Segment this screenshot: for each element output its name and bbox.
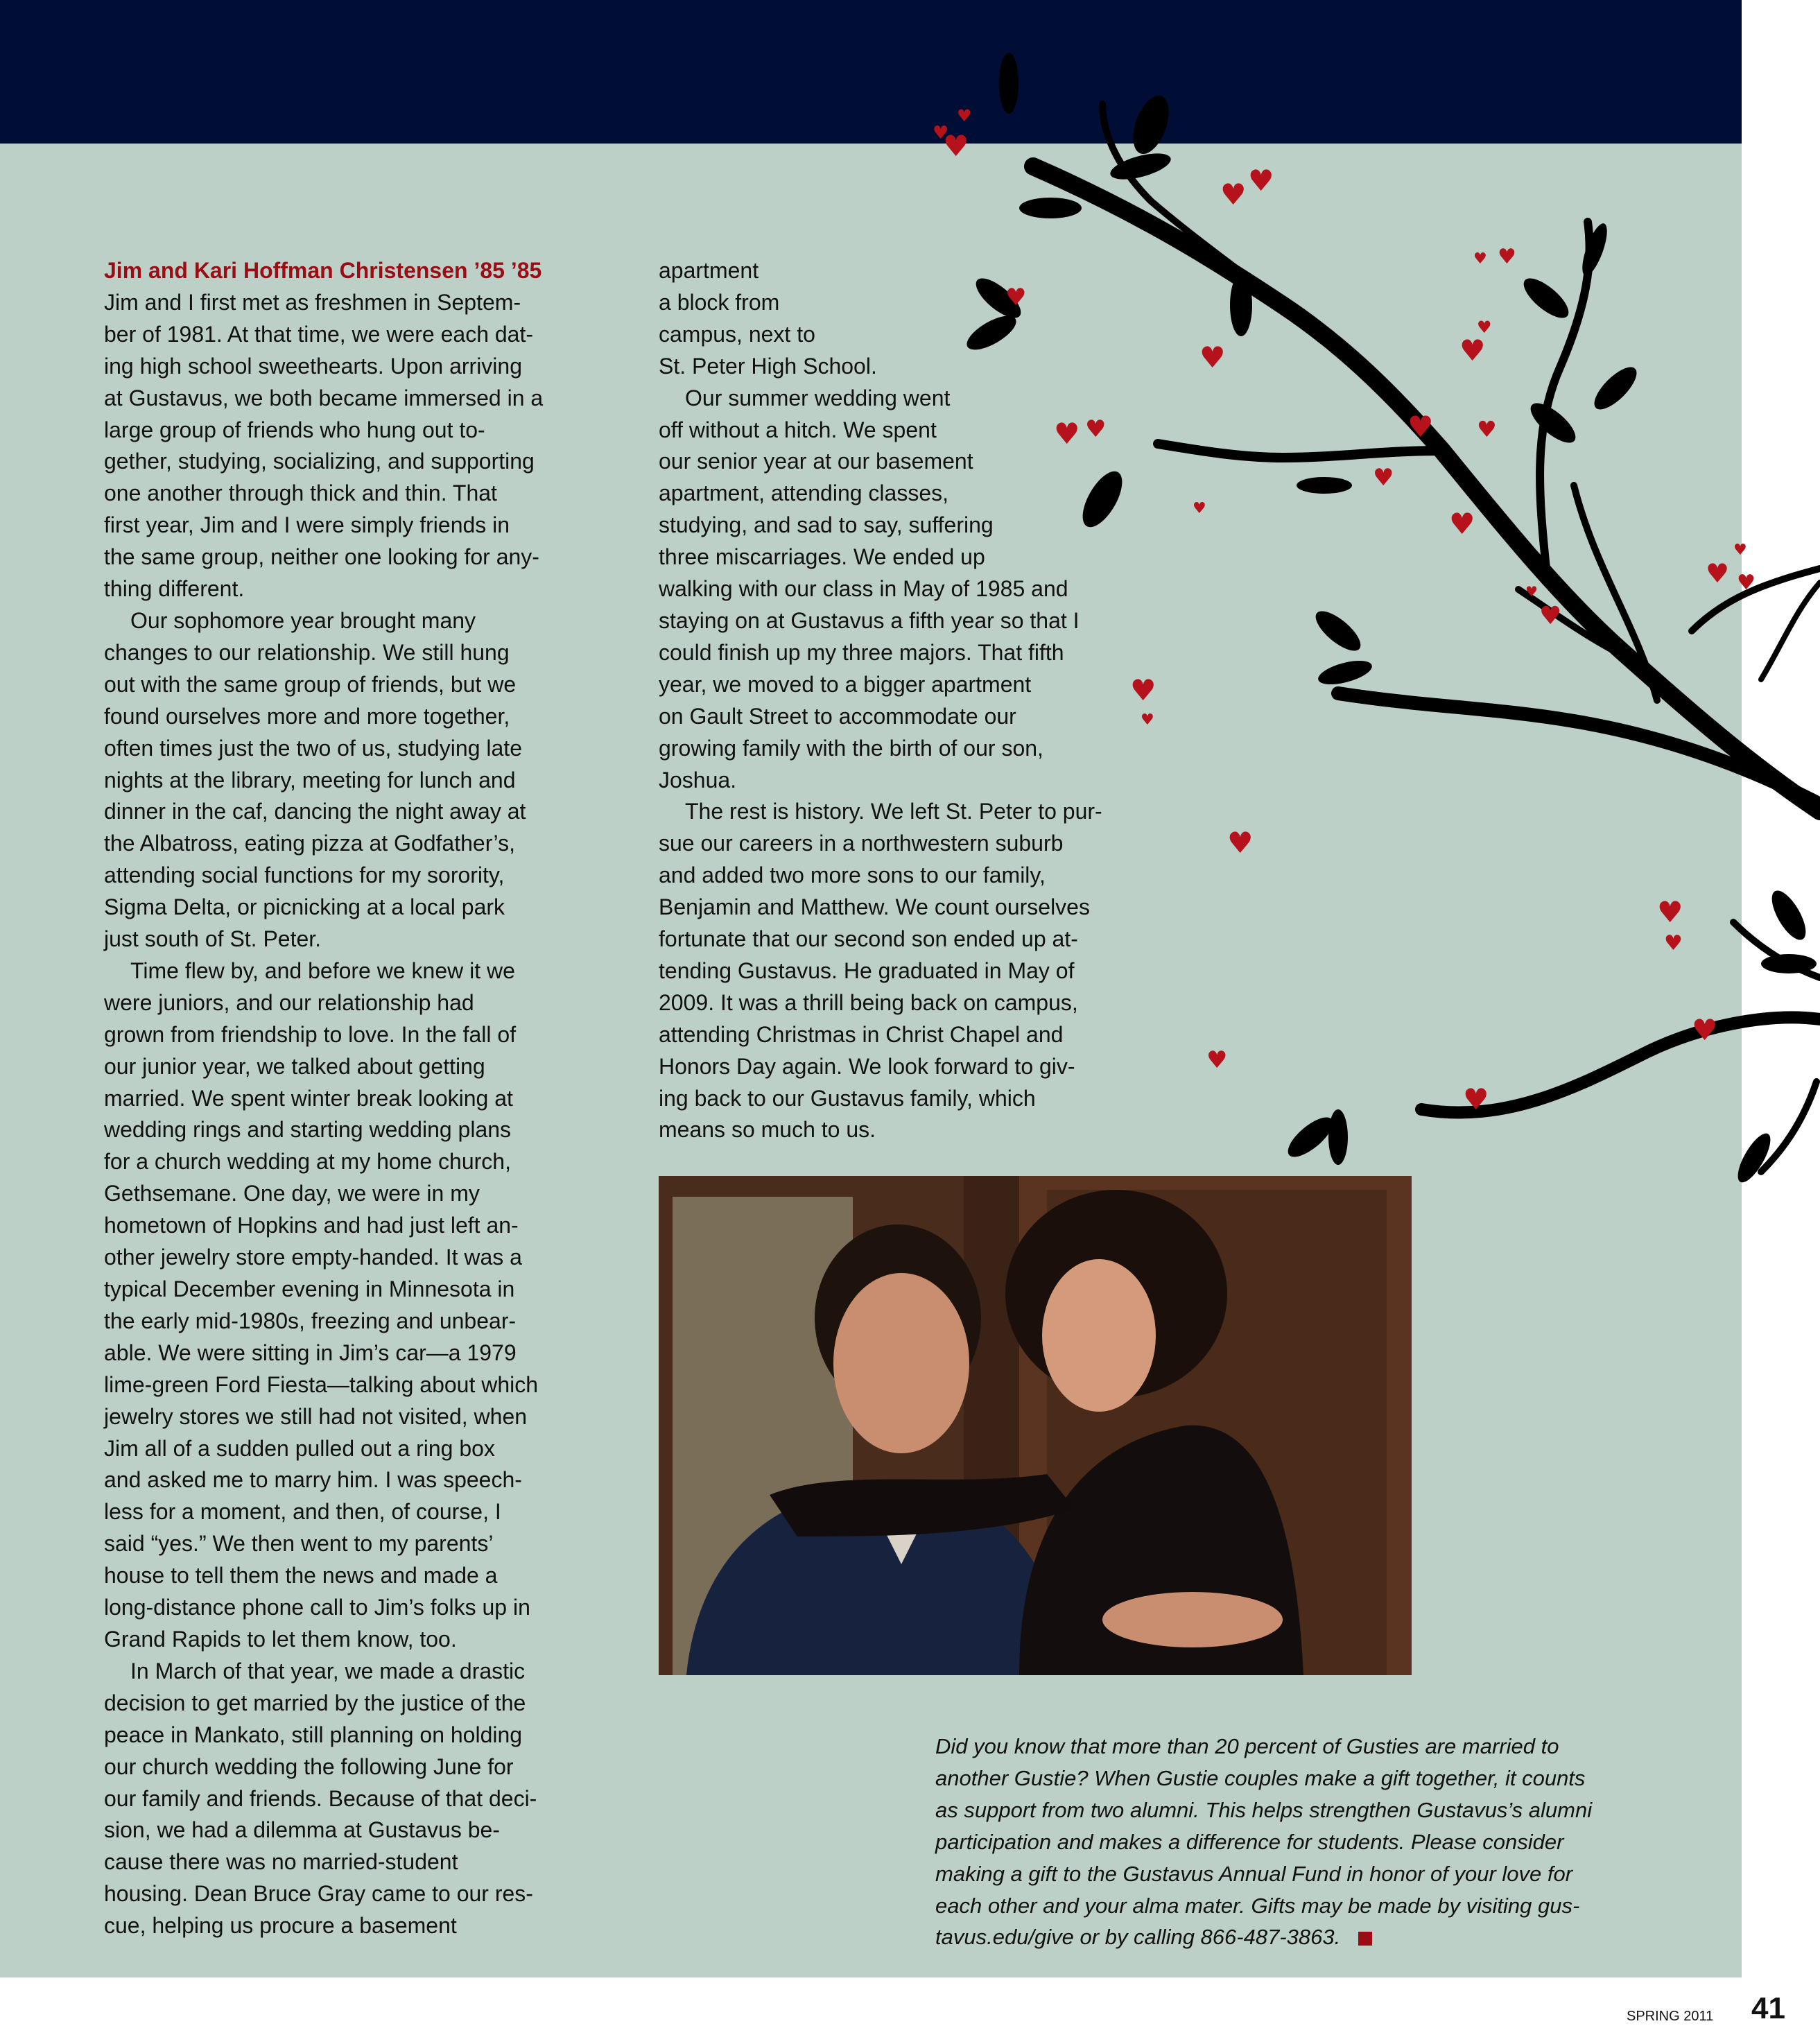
text-line: attending Christmas in Christ Chapel and [659,1021,1064,1047]
text-line: jewelry stores we still had not visited, when [104,1403,528,1429]
page-number: 41 [1751,1991,1785,2025]
text-line: our family and friends. Because of that deci- [104,1785,537,1811]
text-line: tending Gustavus. He graduated in May of [659,958,1075,983]
text-line: grown from friendship to love. In the fall of [104,1021,517,1047]
text-line: married. We spent winter break looking at [104,1085,513,1111]
end-of-article-square-icon [1358,1932,1372,1946]
svg-text:♥: ♥ [933,123,949,144]
text-line: The rest is history. We left St. Peter to pur- [685,799,1102,824]
text-line: another Gustie? When Gustie couples make a gift together, it counts [935,1765,1586,1790]
svg-text:♥: ♥ [1220,178,1247,211]
text-line: on Gault Street to accommodate our [659,703,1016,729]
text-line: year, we moved to a bigger apartment [659,671,1032,697]
text-line: off without a hitch. We spent [659,417,937,442]
text-line: means so much to us. [659,1117,876,1143]
text-line: as support from two alumni. This helps strengthen Gustavus’s alumni [935,1797,1593,1822]
text-line: Our sophomore year brought many [130,607,476,633]
text-line: campus, next to [659,321,815,347]
text-line: Our summer wedding went [685,385,951,410]
footer-issue: SPRING 2011 [1627,2009,1714,2024]
text-line: housing. Dean Bruce Gray came to our res- [104,1881,533,1907]
text-line: and asked me to marry him. I was speech- [104,1467,522,1493]
text-line: ber of 1981. At that time, we were each dat- [104,321,534,347]
text-line: one another through thick and thin. That [104,480,497,506]
svg-text:♥: ♥ [1692,1013,1718,1047]
svg-text:♥: ♥ [1657,895,1683,929]
svg-text:♥: ♥ [1473,250,1487,268]
text-line: making a gift to the Gustavus Annual Fund in honor of your love for [935,1861,1573,1886]
text-line: Did you know that more than 20 percent of Gusties are married to [935,1734,1559,1758]
text-line: the Albatross, eating pizza at Godfather’s, [104,831,515,856]
text-line: Time flew by, and before we knew it we [130,958,515,983]
text-line: just south of St. Peter. [104,926,322,952]
text-line: fortunate that our second son ended up at- [659,926,1078,952]
text-line: sion, we had a dilemma at Gustavus be- [104,1817,500,1843]
text-line: decision to get married by the justice of the [104,1690,526,1715]
svg-text:♥: ♥ [1130,673,1156,707]
text-line: Gethsemane. One day, we were in my [104,1181,480,1206]
text-line: sue our careers in a northwestern suburb [659,831,1064,856]
text-line: Grand Rapids to let them know, too. [104,1626,457,1652]
text-line: Jim and I first met as freshmen in Septem- [104,289,521,315]
text-line: nights at the library, meeting for lunch and [104,767,516,793]
text-line: less for a moment, and then, of course, I [104,1499,501,1525]
text-line: cause there was no married-student [104,1849,458,1875]
text-line: other jewelry store empty-handed. It was a [104,1245,522,1270]
text-line: for a church wedding at my home church, [104,1149,511,1175]
svg-text:♥: ♥ [957,106,972,125]
text-line: out with the same group of friends, but we [104,671,517,697]
svg-text:♥: ♥ [1733,542,1747,559]
svg-text:♥: ♥ [1498,245,1516,269]
text-line: said “yes.” We then went to my parents’ [104,1531,494,1557]
text-line: house to tell them the news and made a [104,1563,498,1588]
text-line: growing family with the birth of our son, [659,735,1043,761]
text-line: at Gustavus, we both became immersed in a [104,385,544,410]
svg-text:♥: ♥ [1199,340,1226,374]
text-line: and added two more sons to our family, [659,863,1046,888]
text-line: large group of friends who hung out to- [104,417,485,442]
text-line: our senior year at our basement [659,449,973,474]
svg-text:♥: ♥ [1054,417,1080,451]
text-line: gether, studying, socializing, and supporting [104,449,535,474]
text-line: the early mid-1980s, freezing and unbear- [104,1308,517,1333]
svg-text:♥: ♥ [1085,415,1107,443]
text-line: cue, helping us procure a basement [104,1913,457,1939]
text-line: were juniors, and our relationship had [104,989,474,1015]
text-line: our junior year, we talked about getting [104,1053,485,1079]
text-line: could finish up my three majors. That fifth [659,639,1064,665]
text-line: ing back to our Gustavus family, which [659,1085,1036,1111]
svg-text:♥: ♥ [1539,602,1562,630]
text-line: long-distance phone call to Jim’s folks up in [104,1595,530,1620]
text-line: lime-green Ford Fiesta—talking about which [104,1371,539,1397]
svg-text:♥: ♥ [1193,500,1206,517]
text-line: tavus.edu/give or by calling 866-487-3863. [935,1921,1719,1953]
svg-text:♥: ♥ [1664,931,1683,955]
article-headline: Jim and Kari Hoffman Christensen ’85 ’85 [104,258,542,283]
text-line: Jim all of a sudden pulled out a ring box [104,1435,495,1461]
text-line: first year, Jim and I were simply friends in [104,512,510,538]
article-column-1 [104,255,617,1942]
text-line: attending social functions for my sorority, [104,863,505,888]
gift-sidebar-note [935,1731,1719,1953]
couple-photo [659,1176,1412,1675]
text-line: able. We were sitting in Jim’s car—a 1979 [104,1340,517,1365]
couple-photo-image [659,1176,1412,1675]
text-line: Benjamin and Matthew. We count ourselves [659,894,1090,920]
text-line: peace in Mankato, still planning on holding [104,1722,523,1747]
text-line: often times just the two of us, studying late [104,735,522,761]
svg-text:♥: ♥ [1459,334,1486,367]
svg-text:♥: ♥ [1206,1046,1228,1074]
text-line: each other and your alma mater. Gifts may be made by visiting gus- [935,1893,1580,1918]
text-line: studying, and sad to say, suffering [659,512,994,538]
text-line: apartment [659,258,759,283]
svg-text:♥: ♥ [1248,164,1274,198]
article-column-2 [659,255,1172,1146]
column-1-text [104,287,617,1942]
svg-text:♥: ♥ [1373,464,1394,492]
svg-text:♥: ♥ [1407,410,1434,444]
text-line: staying on at Gustavus a fifth year so that I [659,607,1080,633]
text-line: the same group, neither one looking for any- [104,544,539,570]
text-line: apartment, attending classes, [659,480,949,506]
text-line: Honors Day again. We look forward to giv- [659,1053,1075,1079]
svg-text:♥: ♥ [1477,318,1492,337]
svg-text:♥: ♥ [1525,583,1538,600]
svg-text:♥: ♥ [1005,284,1027,311]
text-line: found ourselves more and more together, [104,703,510,729]
text-line: a block from [659,289,780,315]
svg-text:♥: ♥ [1449,507,1475,541]
svg-text:♥: ♥ [1737,571,1756,595]
text-line: three miscarriages. We ended up [659,544,985,570]
text-line: dinner in the caf, dancing the night away at [104,799,526,824]
text-line: In March of that year, we made a drastic [130,1658,526,1683]
text-line: 2009. It was a thrill being back on campus, [659,989,1078,1015]
text-line: Sigma Delta, or picnicking at a local park [104,894,505,920]
text-line: walking with our class in May of 1985 and [659,576,1068,602]
svg-text:♥: ♥ [1477,416,1497,442]
text-line: our church wedding the following June for [104,1754,514,1779]
svg-text:♥: ♥ [1706,558,1730,589]
text-line: changes to our relationship. We still hung [104,639,510,665]
text-line: typical December evening in Minnesota in [104,1276,515,1301]
svg-text:♥: ♥ [943,129,969,163]
text-line: hometown of Hopkins and had just left an- [104,1213,519,1238]
column-2-text [659,255,1172,1146]
text-line: Joshua. [659,767,737,793]
svg-text:♥: ♥ [1141,711,1154,729]
text-line: ing high school sweethearts. Upon arriving [104,353,522,379]
svg-text:♥: ♥ [1227,826,1254,860]
text-line: participation and makes a difference for students. Please consider [935,1829,1564,1854]
text-line: St. Peter High School. [659,353,877,379]
text-line: wedding rings and starting wedding plans [104,1117,512,1143]
svg-text:♥: ♥ [1463,1082,1489,1116]
text-line: thing different. [104,576,245,602]
